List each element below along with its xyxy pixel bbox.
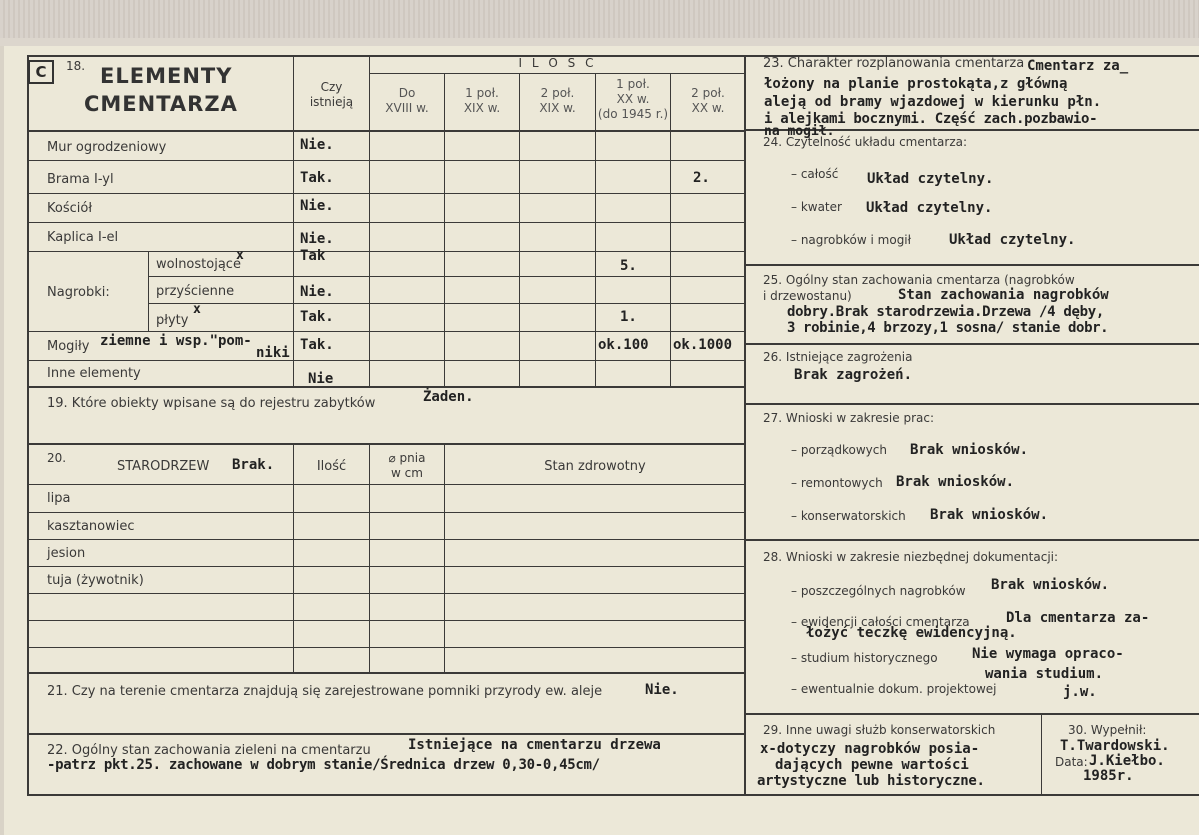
section18-title-line1: ELEMENTY — [100, 64, 233, 88]
section20-answer: Brak. — [232, 457, 275, 473]
section29-label: 29. Inne uwagi służb konserwatorskich — [763, 723, 996, 737]
grid-line — [27, 672, 745, 674]
section25-line1: Stan zachowania nagrobków — [898, 287, 1109, 303]
period-2-line1: 1 poł. — [465, 86, 499, 100]
grid-line — [444, 73, 445, 386]
section24-item-kwater-label: – kwater — [791, 200, 842, 214]
grid-line — [148, 303, 745, 304]
period-header-1 — [370, 86, 444, 116]
row-label-mur: Mur ogrodzeniowy — [47, 140, 167, 155]
row-value-kaplica: Nie. — [300, 231, 334, 247]
grid-line — [27, 360, 745, 361]
section25-line3: 3 robinie,4 brzozy,1 sosna/ stanie dobr. — [787, 320, 1109, 336]
period-header-4 — [596, 77, 670, 122]
section21-label: 21. Czy na terenie cmentarza znajdują się zarejestrowane pomniki przyrody ew. aleje — [47, 684, 603, 699]
grid-line — [369, 73, 745, 74]
section27-item-konserwatorskich-label: – konserwatorskich — [791, 509, 906, 523]
row-value-inne: Nie — [308, 371, 334, 387]
section28-item1-label: – poszczególnych nagrobków — [791, 584, 966, 598]
tree-row-tuja: tuja (żywotnik) — [47, 573, 144, 588]
top-tape-strip — [0, 0, 1199, 46]
grid-line — [27, 539, 745, 540]
section20-col-pnia — [370, 451, 444, 481]
section18-title-line2: CMENTARZA — [84, 92, 238, 116]
mogily-note-line1: ziemne i wsp."pom- — [100, 333, 252, 349]
period-3-line1: 2 poł. — [540, 86, 575, 100]
grid-line — [27, 251, 745, 252]
grid-line — [293, 444, 294, 672]
card-letter-box: C — [28, 60, 54, 84]
row-plyty-1pol-xx: 1. — [620, 309, 637, 325]
period-1-line1: Do — [398, 86, 416, 100]
section24-item-nagrobkow-answer: Układ czytelny. — [949, 232, 1076, 248]
section28-item3-answer1: Nie wymaga opraco- — [972, 646, 1124, 662]
grid-line — [745, 713, 1199, 715]
grid-line — [745, 403, 1199, 405]
row-mogily-2pol-xx: ok.1000 — [673, 337, 733, 353]
section20-title: STARODRZEW — [117, 459, 210, 474]
row-value-plyty: Tak. — [300, 309, 334, 325]
tree-row-kasztanowiec: kasztanowiec — [47, 519, 135, 534]
section23-line4: i alejkami bocznymi. Część zach.pozbawio- — [764, 111, 1098, 127]
grid-line — [27, 620, 745, 621]
section27-item-remontowych-label: – remontowych — [791, 476, 883, 490]
grid-line — [27, 222, 745, 223]
mark-plyty: x — [193, 302, 201, 317]
col-czy-line1: Czy — [320, 80, 343, 94]
section30-name2: J.Kiełbo. — [1089, 753, 1165, 769]
row-value-wolnostojace: Tak — [300, 248, 326, 264]
section22-label: 22. Ogólny stan zachowania zieleni na cmentarzu — [47, 743, 371, 758]
grid-line — [670, 73, 671, 386]
grid-line — [148, 276, 745, 277]
section26-answer: Brak zagrożeń. — [794, 367, 913, 383]
section25-label-line2: i drzewostanu) — [763, 289, 852, 303]
col-czy-line2: istnieją — [309, 95, 354, 109]
period-4-line3: (do 1945 r.) — [597, 107, 669, 121]
period-5-line1: 2 poł. — [691, 86, 725, 100]
grid-line — [745, 539, 1199, 541]
grid-line — [27, 593, 745, 594]
section23-line5: na mogił. — [764, 124, 835, 139]
grid-line — [27, 443, 745, 445]
period-4-line2: XX w. — [616, 92, 650, 106]
section24-item-calosc-label: – całość — [791, 167, 839, 181]
row-label-kaplica: Kaplica I-el — [47, 230, 119, 245]
section24-label: 24. Czytelność układu cmentarza: — [763, 135, 968, 149]
grid-line — [1041, 714, 1042, 795]
section19-label: 19. Które obiekty wpisane są do rejestru zabytków — [47, 396, 376, 411]
section23-line3: aleją od bramy wjazdowej w kierunku płn. — [764, 94, 1102, 110]
section27-item-remontowych-answer: Brak wniosków. — [896, 474, 1015, 490]
row-mogily-1pol-xx: ok.100 — [598, 337, 649, 353]
grid-line — [519, 73, 520, 386]
row-value-przyscienne: Nie. — [300, 284, 334, 300]
section29-line2: dających pewne wartości — [775, 757, 969, 773]
section22-line2: -patrz pkt.25. zachowane w dobrym stanie/Średnica drzew 0,30-0,45cm/ — [47, 757, 600, 773]
section28-item1-answer: Brak wniosków. — [991, 577, 1110, 593]
grid-line — [27, 386, 745, 388]
period-5-line2: XX w. — [691, 101, 725, 115]
period-3-line2: XIX w. — [539, 101, 576, 115]
section25-line2: dobry.Brak starodrzewia.Drzewa /4 dęby, — [787, 304, 1105, 320]
section25-label-line1: 25. Ogólny stan zachowania cmentarza (nagrobków — [763, 273, 1075, 287]
row-label-nagrobki: Nagrobki: — [47, 285, 110, 300]
section30-name1: T.Twardowski. — [1060, 738, 1170, 754]
section27-label: 27. Wnioski w zakresie prac: — [763, 411, 935, 425]
section28-item2-label: – ewidencji całości cmentarza — [791, 615, 970, 629]
inventory-card — [4, 46, 1199, 835]
section27-item-porzadkowych-answer: Brak wniosków. — [910, 442, 1029, 458]
section24-item-calosc-answer: Układ czytelny. — [867, 171, 994, 187]
period-header-2 — [445, 86, 519, 116]
row-wolnostojace-1pol-xx: 5. — [620, 258, 637, 274]
section23-line2: łożony na planie prostokąta,z główną — [764, 76, 1068, 92]
col-pnia-line2: w cm — [391, 466, 423, 480]
bottom-border — [27, 794, 1199, 796]
grid-line — [27, 647, 745, 648]
section28-item2-answer1: Dla cmentarza za- — [1006, 610, 1150, 626]
grid-line — [745, 343, 1199, 345]
row-label-przyscienne: przyścienne — [156, 284, 235, 299]
period-2-line2: XIX w. — [463, 101, 501, 115]
row-value-mogily: Tak. — [300, 337, 334, 353]
row-label-plyty: płyty — [156, 313, 189, 328]
grid-line — [27, 566, 745, 567]
grid-line — [148, 251, 149, 331]
section28-label: 28. Wnioski w zakresie niezbędnej dokumentacji: — [763, 550, 1059, 564]
row-value-kosciol: Nie. — [300, 198, 334, 214]
section22-line1: Istniejące na cmentarzu drzewa — [408, 737, 661, 753]
row-label-mogily: Mogiły — [47, 339, 90, 354]
row-label-wolnostojace: wolnostojące — [156, 257, 241, 272]
grid-line — [27, 512, 745, 513]
tree-row-jesion: jesion — [47, 546, 86, 561]
grid-line — [27, 193, 745, 194]
section23-label: 23. Charakter rozplanowania cmentarza — [763, 56, 1025, 71]
row-label-inne: Inne elementy — [47, 366, 141, 381]
section21-answer: Nie. — [645, 682, 679, 698]
section29-line3: artystyczne lub historyczne. — [757, 773, 985, 789]
section30-year: 1985r. — [1083, 768, 1134, 784]
grid-line — [27, 160, 745, 161]
section24-item-kwater-answer: Układ czytelny. — [866, 200, 993, 216]
section27-item-porzadkowych-label: – porządkowych — [791, 443, 887, 457]
middle-divider — [744, 55, 746, 795]
row-value-mur: Nie. — [300, 137, 334, 153]
section23-line1: Cmentarz za_ — [1027, 58, 1129, 74]
section28-item4-label: – ewentualnie dokum. projektowej — [791, 682, 997, 696]
grid-line — [27, 130, 745, 132]
section28-item3-label: – studium historycznego — [791, 651, 938, 665]
section29-line1: x-dotyczy nagrobków posia- — [760, 741, 980, 757]
section24-item-nagrobkow-label: – nagrobków i mogił — [791, 233, 912, 247]
section20-col-ilosc: Ilość — [316, 459, 347, 474]
section28-item4-answer: j.w. — [1063, 684, 1097, 700]
period-1-line2: XVIII w. — [385, 101, 429, 115]
section20-col-stan: Stan zdrowotny — [544, 459, 646, 474]
section19-answer: Żaden. — [423, 389, 474, 405]
mogily-note-line2: niki — [256, 345, 290, 361]
grid-line — [745, 264, 1199, 266]
row-label-brama: Brama I-yl — [47, 172, 114, 187]
grid-line — [27, 733, 745, 735]
section18-number: 18. — [66, 59, 86, 73]
section28-item2-answer2: łożyć teczkę ewidencyjną. — [806, 625, 1017, 641]
col-czy-istnieja-header — [294, 80, 369, 110]
row-brama-2pol-xx: 2. — [693, 170, 710, 186]
row-value-brama: Tak. — [300, 170, 334, 186]
section28-item3-answer2: wania studium. — [985, 666, 1104, 682]
row-label-kosciol: Kościół — [47, 201, 93, 216]
ilosc-header: I L O Ś Ć — [518, 56, 597, 70]
section26-label: 26. Istniejące zagrożenia — [763, 350, 913, 364]
grid-line — [27, 484, 745, 485]
period-header-3 — [520, 86, 595, 116]
mark-wolnostojace: x — [236, 248, 244, 263]
section20-number: 20. — [47, 451, 67, 465]
grid-line — [27, 331, 745, 332]
section30-label: 30. Wypełnił: — [1068, 723, 1147, 737]
period-header-5 — [671, 86, 745, 116]
section27-item-konserwatorskich-answer: Brak wniosków. — [930, 507, 1049, 523]
col-pnia-line1: ⌀ pnia — [388, 451, 426, 465]
left-border — [27, 55, 29, 795]
tree-row-lipa: lipa — [47, 491, 71, 506]
grid-line — [444, 444, 445, 672]
section30-data-label: Data: — [1055, 755, 1088, 769]
period-4-line1: 1 poł. — [616, 77, 650, 91]
